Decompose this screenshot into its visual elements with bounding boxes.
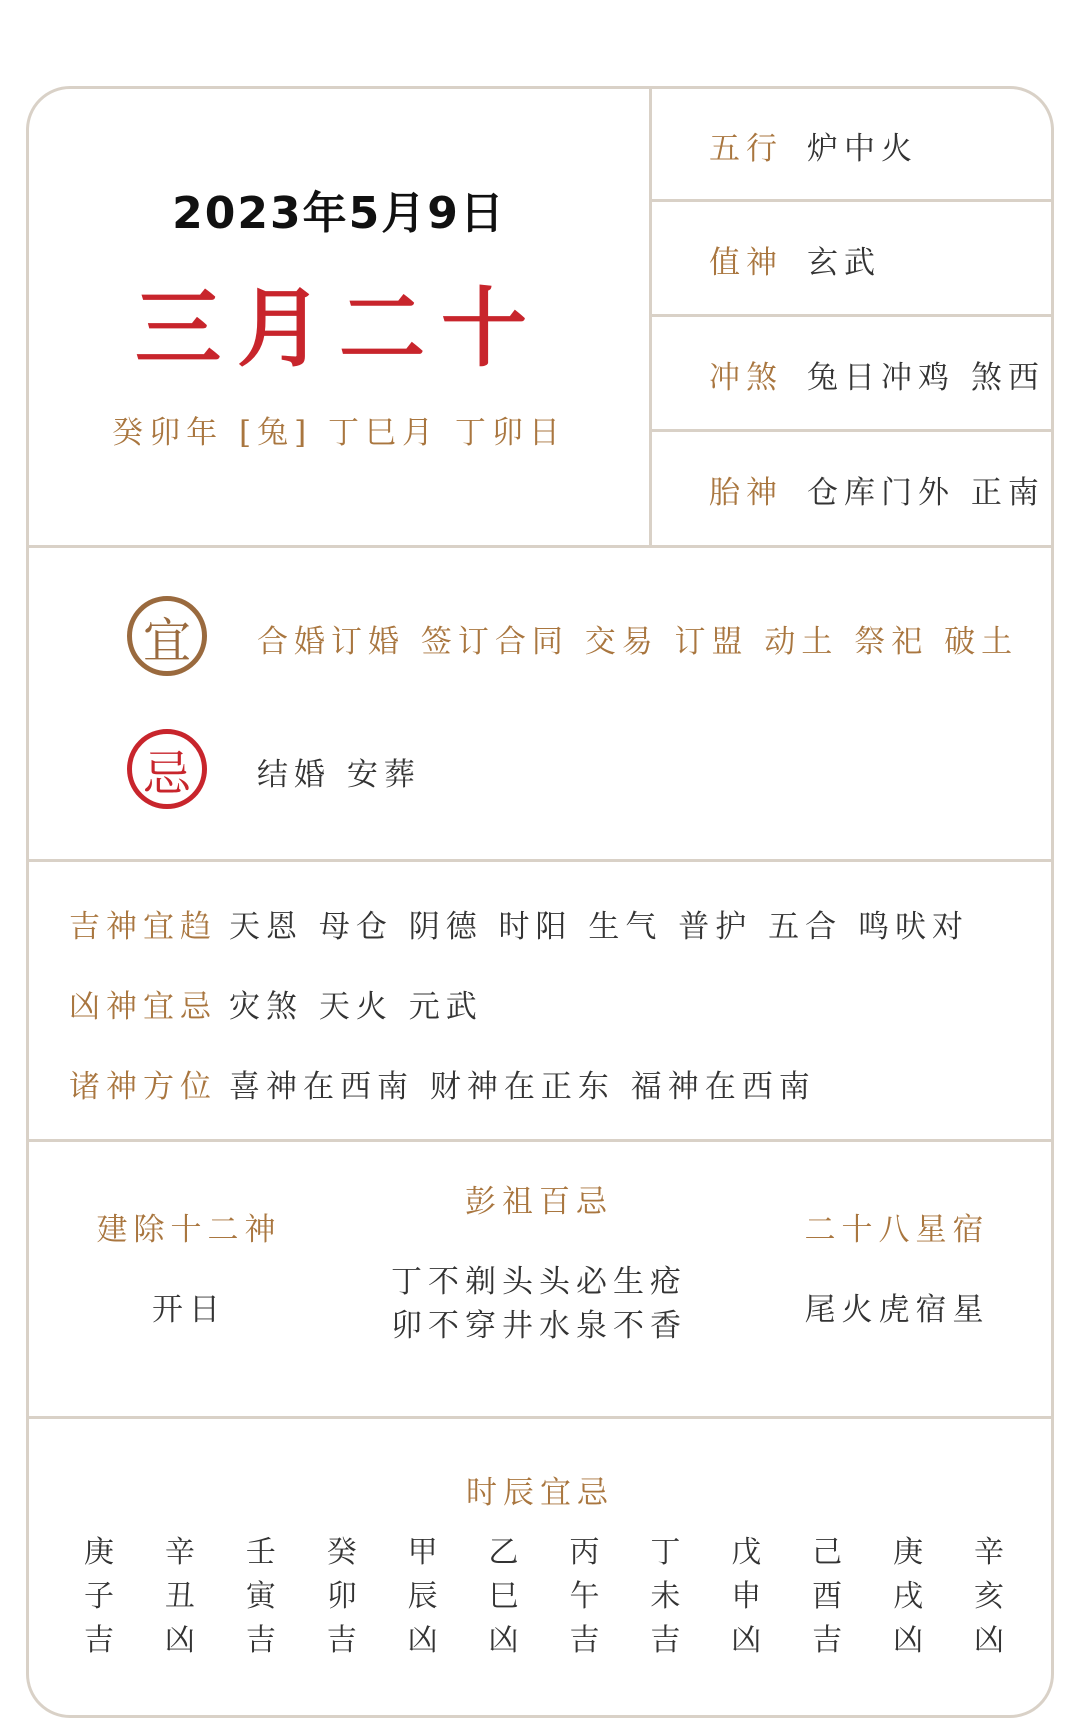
- hour-stem: 壬: [245, 1535, 276, 1570]
- info-value: 炉中火: [807, 131, 918, 167]
- info-row-chongsha: [709, 352, 1045, 397]
- section-divider-4: [29, 1416, 1051, 1419]
- top-vertical-divider: [649, 89, 652, 547]
- hour-column: [554, 1531, 614, 1663]
- shen-label-jishen: 吉神宜趋: [69, 909, 217, 945]
- hour-column: [312, 1531, 372, 1663]
- info-row-taishen: [709, 467, 1045, 512]
- hour-branch: 酉: [812, 1579, 843, 1614]
- gregorian-date: 2023年5月9日: [172, 188, 506, 239]
- hour-branch: 寅: [245, 1579, 276, 1614]
- hour-luck: 凶: [893, 1623, 924, 1658]
- info-label: 胎神: [709, 475, 783, 511]
- hour-branch: 子: [84, 1579, 114, 1614]
- hour-luck: 凶: [731, 1623, 762, 1658]
- hour-branch: 申: [731, 1579, 762, 1614]
- info-value: 玄武: [807, 245, 881, 281]
- hour-luck: 凶: [407, 1623, 438, 1658]
- hour-column: [150, 1531, 210, 1663]
- pengzu-line-1: 丁不剃头头必生疮: [391, 1264, 687, 1300]
- hour-column: [635, 1531, 695, 1663]
- info-label: 值神: [709, 245, 783, 281]
- xingxiu-title: 二十八星宿: [804, 1212, 990, 1248]
- shen-value-xiongshen: 灾煞 天火 元武: [229, 989, 483, 1025]
- hour-stem: 辛: [973, 1535, 1004, 1570]
- section-divider-1: [29, 545, 1051, 548]
- xingxiu-value: 尾火虎宿星: [804, 1292, 990, 1328]
- hour-column: [231, 1531, 291, 1663]
- ji-badge-icon: 忌: [127, 729, 207, 809]
- info-label: 冲煞: [709, 360, 783, 396]
- hour-branch: 亥: [973, 1579, 1004, 1614]
- hour-branch: 卯: [326, 1579, 357, 1614]
- lunar-date: 三月二十: [135, 279, 543, 379]
- hour-column: [393, 1531, 453, 1663]
- hour-stem: 庚: [893, 1535, 924, 1570]
- hour-branch: 辰: [407, 1579, 438, 1614]
- hour-branch: 戌: [893, 1579, 924, 1614]
- info-divider-2: [649, 314, 1051, 317]
- hour-branch: 未: [650, 1579, 681, 1614]
- hour-column: [878, 1531, 938, 1663]
- jianchu-title: 建除十二神: [96, 1212, 282, 1248]
- ganzhi-date: 癸卯年 [兔] 丁巳月 丁卯日: [112, 415, 566, 451]
- hour-luck: 吉: [569, 1623, 600, 1658]
- jianchu-value: 开日: [152, 1292, 226, 1328]
- hour-stem: 癸: [326, 1535, 357, 1570]
- info-label: 五行: [709, 131, 783, 167]
- info-value: 仓库门外 正南: [807, 475, 1045, 511]
- hour-stem: 甲: [407, 1535, 438, 1570]
- hour-column: [716, 1531, 776, 1663]
- yi-badge-icon: 宜: [127, 596, 207, 676]
- hour-stem: 己: [812, 1535, 843, 1570]
- pengzu-line-2: 卯不穿井水泉不香: [391, 1308, 687, 1344]
- hour-luck: 吉: [326, 1623, 357, 1658]
- hour-luck: 吉: [650, 1623, 681, 1658]
- shen-value-fangwei: 喜神在西南 财神在正东 福神在西南: [229, 1069, 816, 1105]
- hour-luck: 吉: [812, 1623, 843, 1658]
- hour-stem: 丁: [650, 1535, 681, 1570]
- info-divider-1: [649, 199, 1051, 202]
- hour-column: [69, 1531, 129, 1663]
- hour-luck: 吉: [245, 1623, 276, 1658]
- pengzu-title: 彭祖百忌: [465, 1184, 613, 1220]
- hour-column: [797, 1531, 857, 1663]
- info-divider-3: [649, 429, 1051, 432]
- hour-column: [474, 1531, 534, 1663]
- ji-activities: 结婚 安葬: [257, 757, 421, 793]
- info-row-wuxing: [709, 123, 918, 168]
- hours-title: 时辰宜忌: [466, 1475, 614, 1511]
- hour-stem: 戊: [731, 1535, 762, 1570]
- hour-branch: 丑: [164, 1579, 195, 1614]
- hours-grid: [69, 1531, 1019, 1663]
- almanac-card: [26, 86, 1054, 1718]
- hour-branch: 午: [569, 1579, 600, 1614]
- info-row-zhishen: [709, 237, 881, 282]
- section-divider-3: [29, 1139, 1051, 1142]
- hour-luck: 凶: [488, 1623, 519, 1658]
- shen-value-jishen: 天恩 母仓 阴德 时阳 生气 普护 五合 鸣吠对: [229, 909, 969, 945]
- hour-stem: 乙: [488, 1535, 519, 1570]
- hour-stem: 辛: [164, 1535, 195, 1570]
- section-divider-2: [29, 859, 1051, 862]
- shen-label-fangwei: 诸神方位: [69, 1069, 217, 1105]
- hour-luck: 吉: [84, 1623, 114, 1658]
- shen-label-xiongshen: 凶神宜忌: [69, 989, 217, 1025]
- hour-stem: 丙: [569, 1535, 600, 1570]
- hour-stem: 庚: [84, 1535, 114, 1570]
- hour-luck: 凶: [164, 1623, 195, 1658]
- info-value: 兔日冲鸡 煞西: [807, 360, 1045, 396]
- hour-column: [959, 1531, 1019, 1663]
- hour-luck: 凶: [973, 1623, 1004, 1658]
- hour-branch: 巳: [488, 1579, 519, 1614]
- yi-activities: 合婚订婚 签订合同 交易 订盟 动土 祭祀 破土: [257, 624, 1019, 660]
